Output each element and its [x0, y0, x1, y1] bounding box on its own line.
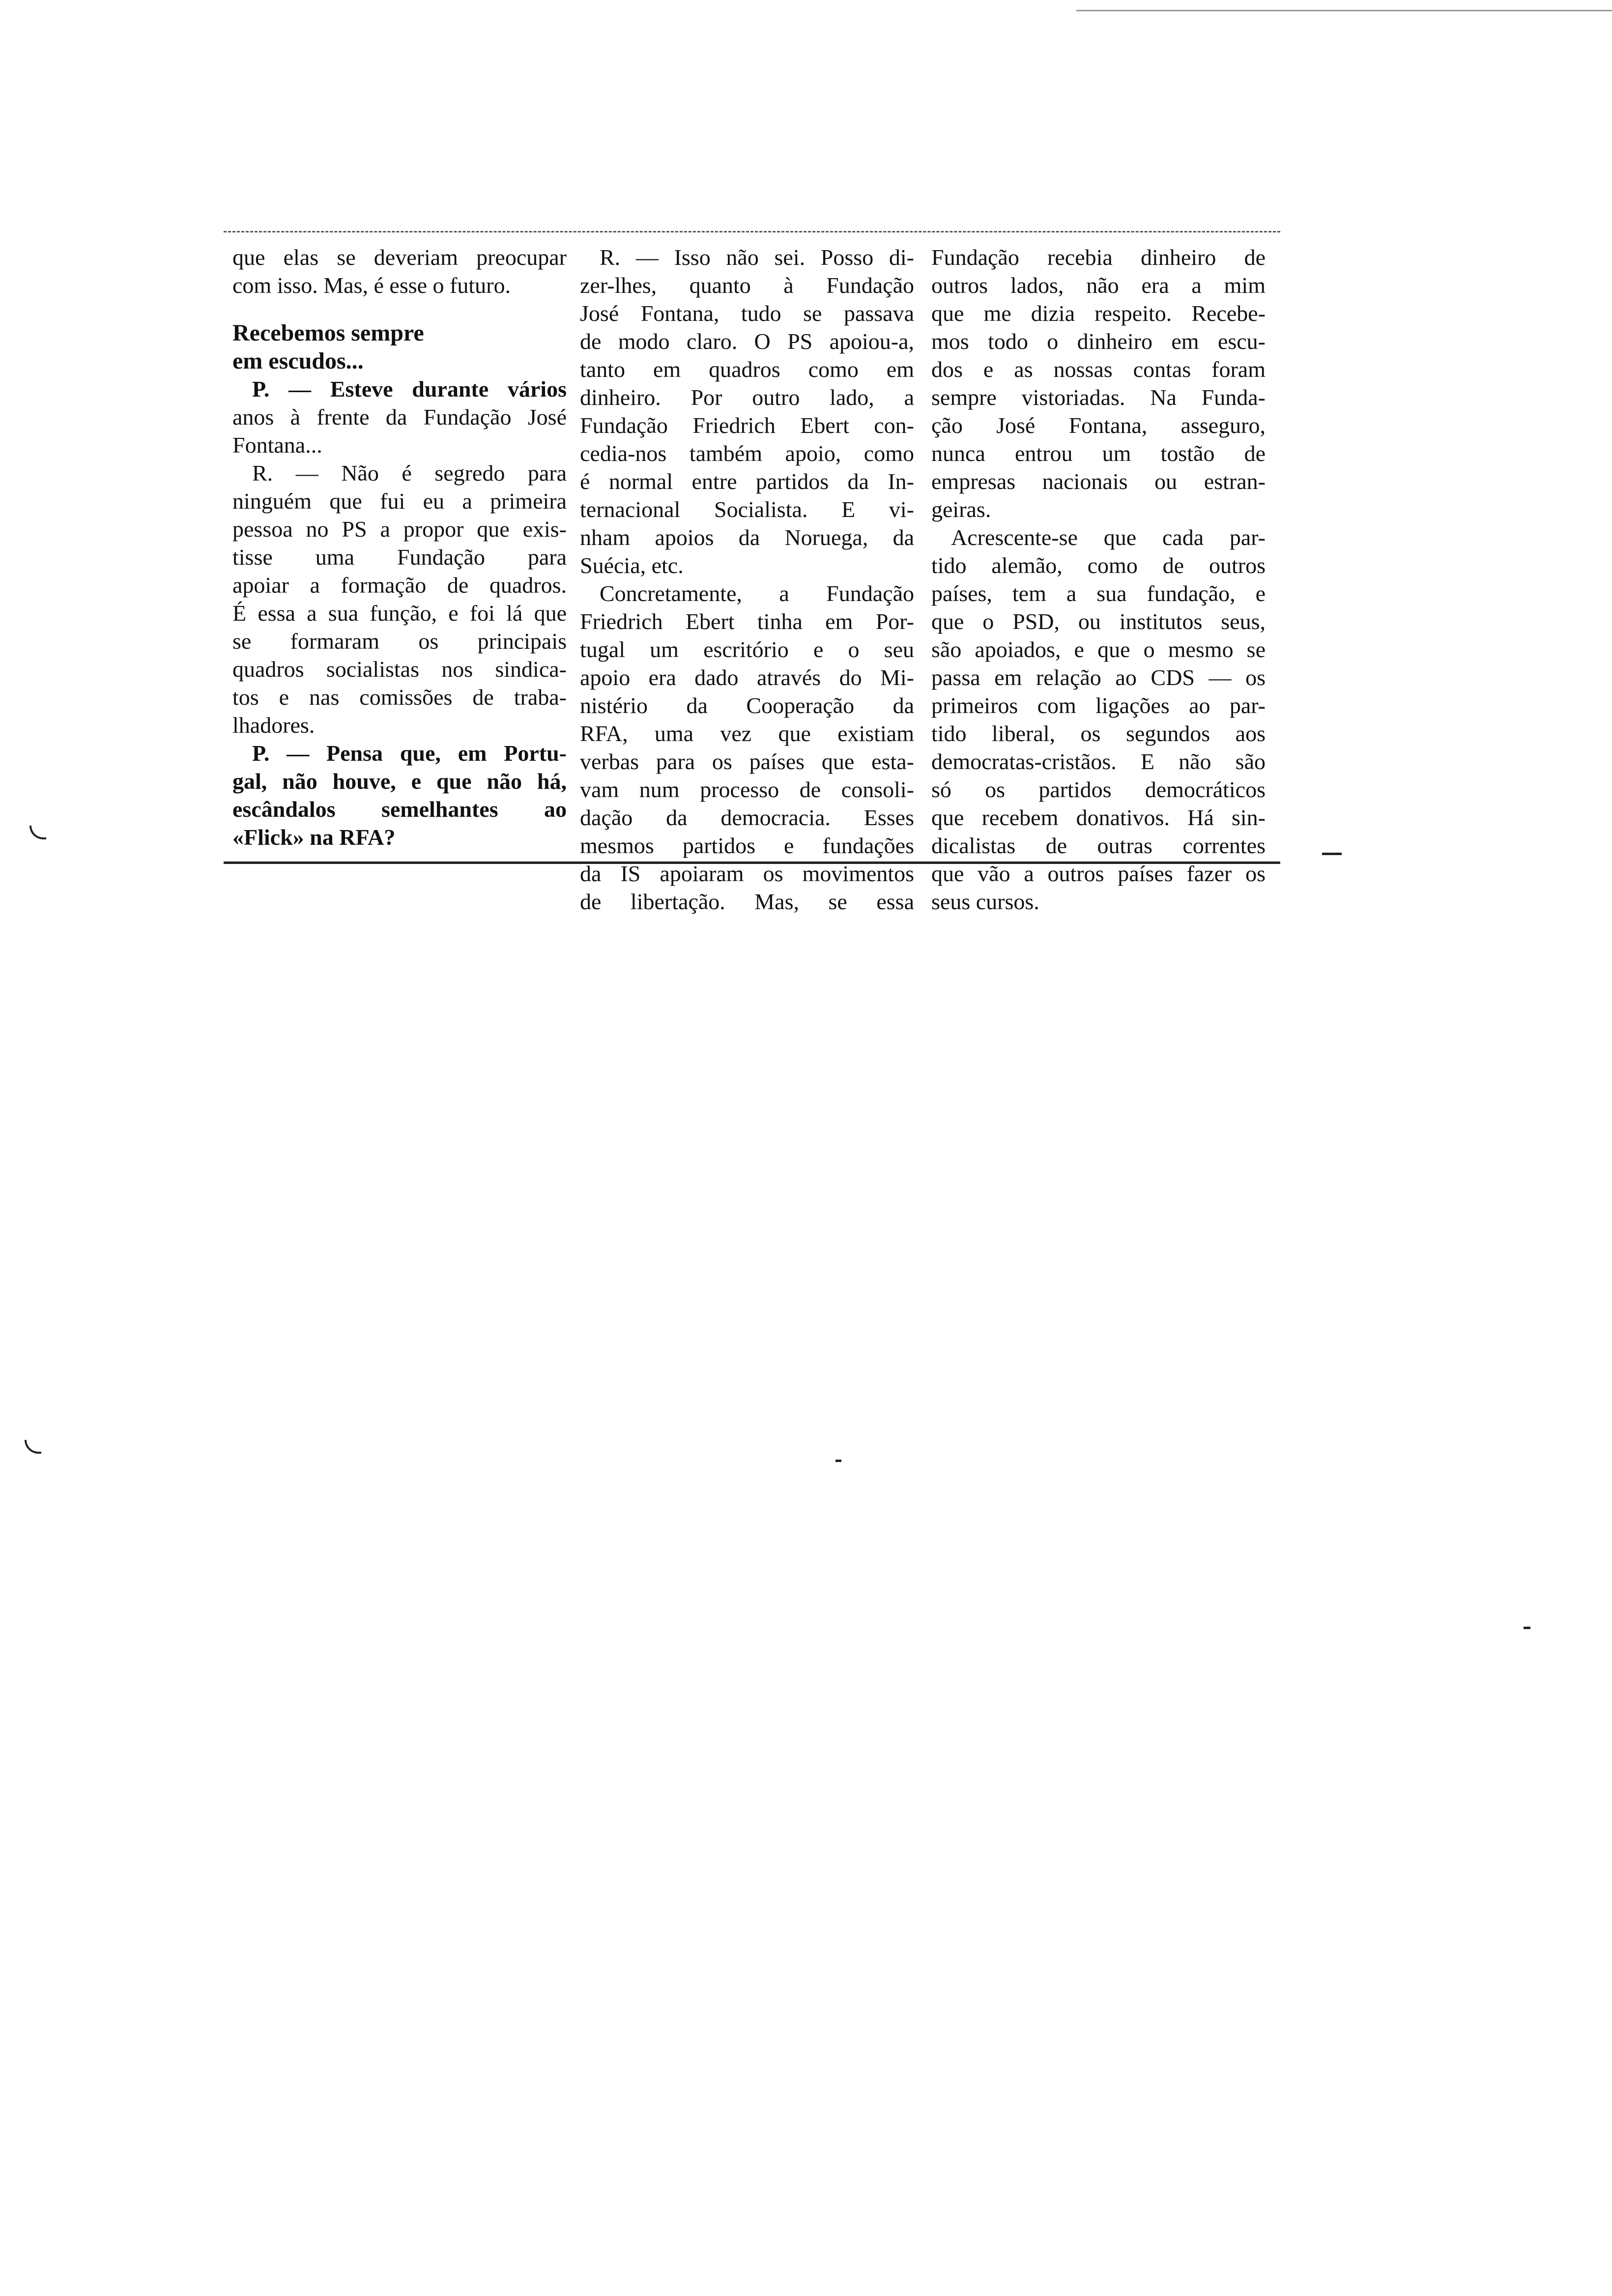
text-line: com isso. Mas, é esse o futuro.	[232, 273, 511, 298]
scan-mark	[1524, 1627, 1530, 1629]
text-line: escândalos semelhantes ao	[232, 797, 567, 822]
text-line: vam num processo de consoli-	[580, 777, 914, 802]
text-line: Suécia, etc.	[580, 553, 684, 578]
text-line: países, tem a sua fundação, e	[931, 581, 1266, 606]
article-column-1	[232, 243, 567, 851]
text-line: nham apoios da Noruega, da	[580, 525, 914, 550]
text-line: apoiar a formação de quadros.	[232, 573, 567, 598]
text-line: Acrescente-se que cada par-	[951, 525, 1266, 550]
text-line: P. — Esteve durante vários	[252, 376, 567, 402]
text-line: nistério da Cooperação da	[580, 693, 914, 718]
text-line: de libertação. Mas, se essa	[580, 889, 914, 914]
text-line: que elas se deveriam preocupar	[232, 245, 567, 270]
text-line: Friedrich Ebert tinha em Por-	[580, 609, 914, 634]
text-line: lhadores.	[232, 713, 315, 738]
text-line: Fundação Friedrich Ebert con-	[580, 413, 914, 438]
spacer	[232, 299, 567, 319]
text-line: anos à frente da Fundação José	[232, 404, 567, 430]
scan-mark	[1322, 853, 1342, 855]
text-line: ninguém que fui eu a primeira	[232, 488, 567, 514]
text-line: dicalistas de outras correntes	[931, 833, 1266, 858]
text-line: ternacional Socialista. E vi-	[580, 497, 914, 522]
section-heading-line: em escudos...	[232, 348, 364, 374]
scan-mark	[25, 1440, 41, 1454]
text-line: Concretamente, a Fundação	[600, 581, 914, 606]
text-line: R. — Não é segredo para	[252, 460, 567, 486]
text-line: «Flick» na RFA?	[232, 825, 396, 850]
text-line: que o PSD, ou institutos seus,	[931, 609, 1266, 634]
text-line: Fundação recebia dinheiro de	[931, 245, 1266, 270]
newspaper-clipping	[224, 231, 1280, 914]
text-line: Fontana...	[232, 432, 322, 458]
text-line: se formaram os principais	[232, 629, 567, 654]
section-heading-line: Recebemos sempre	[232, 320, 424, 346]
text-line: da IS apoiaram os movimentos	[580, 861, 914, 886]
text-line: passa em relação ao CDS — os	[931, 665, 1266, 690]
text-line: tos e nas comissões de traba-	[232, 685, 567, 710]
text-line: primeiros com ligações ao par-	[931, 693, 1266, 718]
text-line: dinheiro. Por outro lado, a	[580, 385, 914, 410]
text-line: mos todo o dinheiro em escu-	[931, 329, 1266, 354]
article-column-3	[931, 243, 1266, 916]
text-line: são apoiados, e que o mesmo se	[931, 637, 1266, 662]
text-line: só os partidos democráticos	[931, 777, 1266, 802]
text-line: mesmos partidos e fundações	[580, 833, 914, 858]
text-line: nunca entrou um tostão de	[931, 441, 1266, 466]
text-line: geiras.	[931, 497, 991, 522]
text-line: dação da democracia. Esses	[580, 805, 914, 830]
text-line: empresas nacionais ou estran-	[931, 469, 1266, 494]
text-line: democratas-cristãos. E não são	[931, 749, 1266, 774]
text-line: tisse uma Fundação para	[232, 545, 567, 570]
text-line: tanto em quadros como em	[580, 357, 914, 382]
text-line: ção José Fontana, asseguro,	[931, 413, 1266, 438]
text-line: cedia-nos também apoio, como	[580, 441, 914, 466]
text-line: tido liberal, os segundos aos	[931, 721, 1266, 746]
scan-mark	[835, 1460, 841, 1462]
text-line: gal, não houve, e que não há,	[232, 769, 567, 794]
text-line: tugal um escritório e o seu	[580, 637, 914, 662]
text-line: que recebem donativos. Há sin-	[931, 805, 1266, 830]
text-line: verbas para os países que esta-	[580, 749, 914, 774]
text-line: é normal entre partidos da In-	[580, 469, 914, 494]
text-line: apoio era dado através do Mi-	[580, 665, 914, 690]
text-line: pessoa no PS a propor que exis-	[232, 517, 567, 542]
text-line: RFA, uma vez que existiam	[580, 721, 914, 746]
text-line: que vão a outros países fazer os	[931, 861, 1266, 886]
text-line: de modo claro. O PS apoiou-a,	[580, 329, 914, 354]
text-line: sempre vistoriadas. Na Funda-	[931, 385, 1266, 410]
text-line: É essa a sua função, e foi lá que	[232, 601, 567, 626]
text-line: outros lados, não era a mim	[931, 273, 1266, 298]
text-line: quadros socialistas nos sindica-	[232, 657, 567, 682]
text-line: dos e as nossas contas foram	[931, 357, 1266, 382]
article-column-2	[580, 243, 914, 916]
text-line: seus cursos.	[931, 889, 1039, 914]
text-line: R. — Isso não sei. Posso di-	[600, 245, 914, 270]
text-line: zer-lhes, quanto à Fundação	[580, 273, 914, 298]
text-line: José Fontana, tudo se passava	[580, 301, 914, 326]
text-line: tido alemão, como de outros	[931, 553, 1266, 578]
scan-edge-line	[1076, 10, 1612, 11]
scan-mark	[29, 826, 46, 839]
text-line: P. — Pensa que, em Portu-	[252, 741, 567, 766]
text-line: que me dizia respeito. Recebe-	[931, 301, 1266, 326]
